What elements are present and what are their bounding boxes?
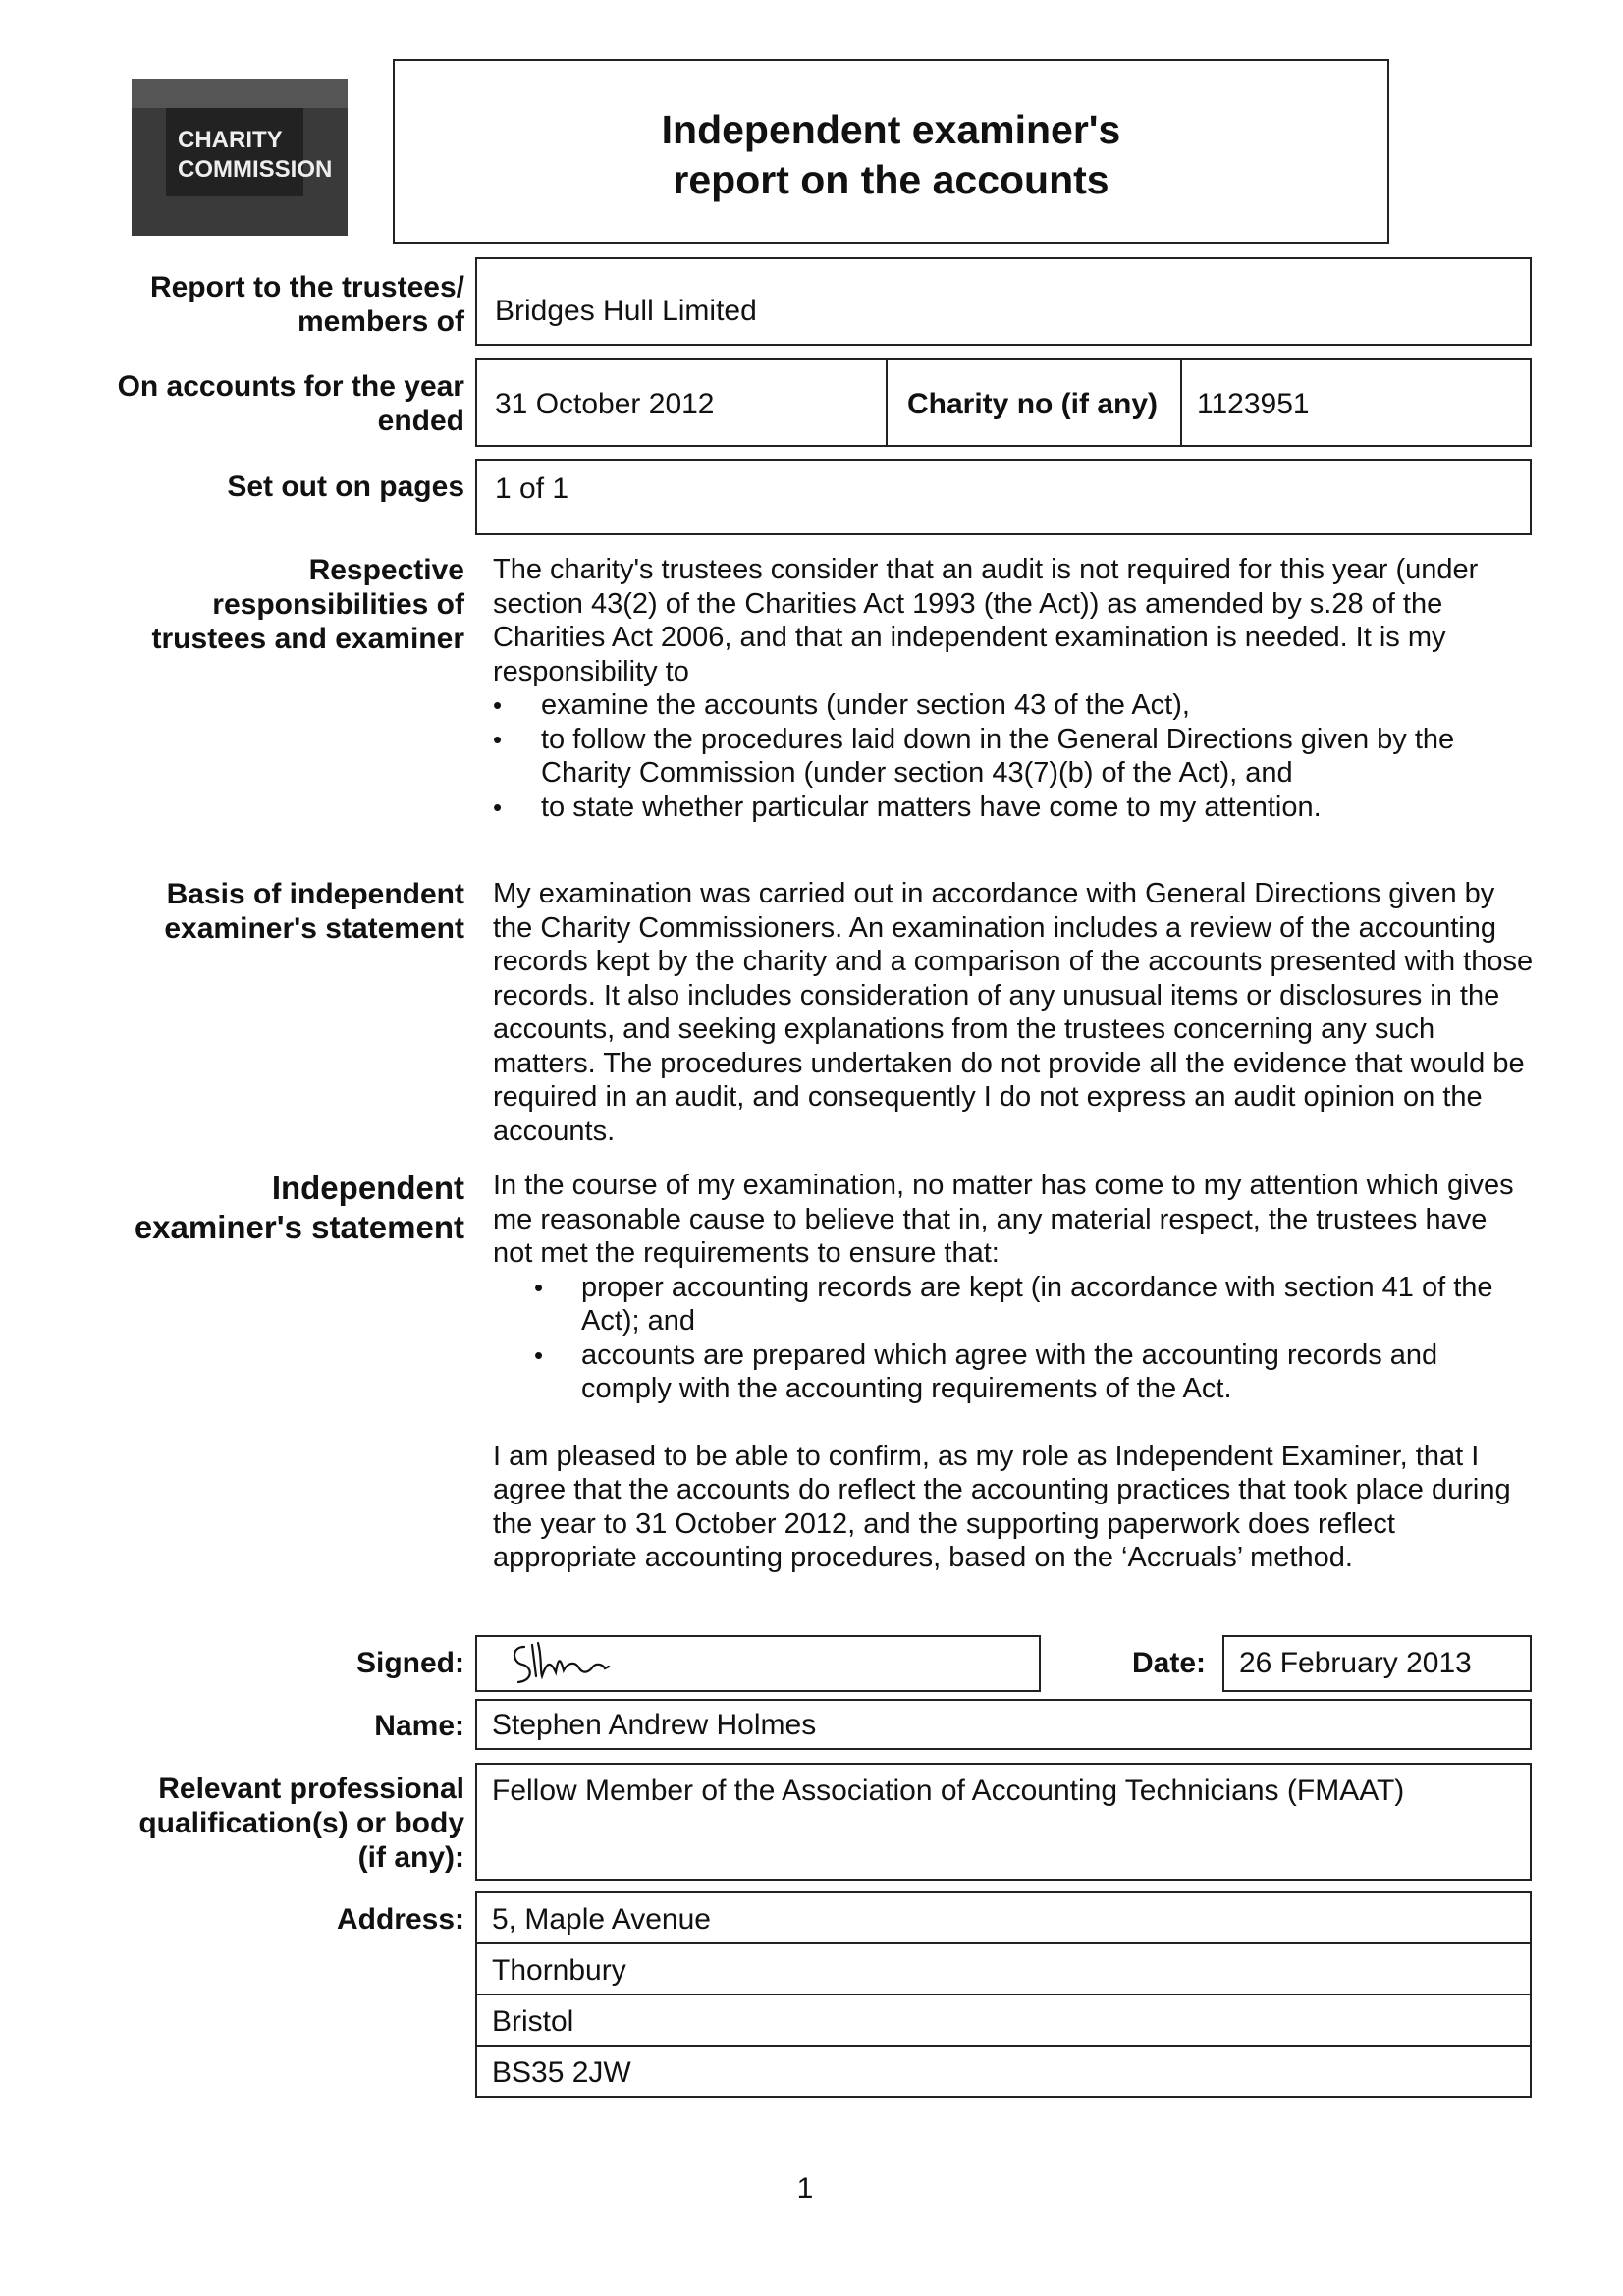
address-line-2-field bbox=[475, 1942, 1532, 1995]
title-line2: report on the accounts bbox=[673, 157, 1109, 202]
responsibilities-intro: The charity's trustees consider that an audit is not required for this year (under section 43(2) of the Charities Act 1993 (the Act)) as amended by s.28 of the Charities Act 2006, and that an independent examination is needed. It is my responsibility to bbox=[493, 554, 1479, 687]
year-ended-label: On accounts for the year ended bbox=[117, 370, 464, 437]
report-to-field bbox=[475, 257, 1532, 346]
statement-label: Independent examiner's statement bbox=[134, 1170, 464, 1245]
signature-image bbox=[507, 1637, 703, 1690]
date-label: Date: bbox=[1131, 1647, 1206, 1679]
statement-intro: In the course of my examination, no matter has come to my attention which gives me reasonable cause to believe that in, any material respect, the trustees have not met the requirements to ensure that: bbox=[493, 1170, 1514, 1269]
charity-no-value: 1123951 bbox=[1197, 388, 1310, 420]
address-line-1: 5, Maple Avenue bbox=[492, 1903, 711, 1936]
date-field bbox=[1222, 1635, 1532, 1692]
pages-value: 1 of 1 bbox=[495, 472, 569, 505]
qualification-label: Relevant professional qualification(s) or body (if any): bbox=[138, 1773, 464, 1874]
list-item: • to state whether particular matters have come to my attention. bbox=[493, 791, 1534, 825]
name-label: Name: bbox=[374, 1710, 464, 1742]
page-title bbox=[393, 105, 1389, 205]
address-line-4: BS35 2JW bbox=[492, 2056, 631, 2089]
year-ended-value: 31 October 2012 bbox=[495, 388, 715, 420]
basis-label: Basis of independent examiner's statement bbox=[164, 878, 464, 945]
statement-text bbox=[493, 1169, 1534, 1575]
report-to-label: Report to the trustees/ members of bbox=[149, 271, 464, 338]
address-line-4-field bbox=[475, 2045, 1532, 2098]
statement-confirmation: I am pleased to be able to confirm, as my role as Independent Examiner, that I agree that the accounts do reflect the accounting practices that took place during the year to 31 October 2012, and the supporting paperwork does reflect appropriate accounting procedures, based on the ‘Accruals’ method. bbox=[493, 1440, 1511, 1573]
charity-commission-logo bbox=[132, 79, 348, 236]
page-number: 1 bbox=[796, 2172, 814, 2205]
qualification-field bbox=[475, 1763, 1532, 1881]
charity-no-label-box bbox=[888, 358, 1180, 447]
address-line-3: Bristol bbox=[492, 2005, 574, 2038]
signed-label: Signed: bbox=[356, 1647, 464, 1679]
list-item: • to follow the procedures laid down in the General Directions given by the Charity Commission (under section 43(7)(b) of the Act), and bbox=[493, 723, 1534, 791]
statement-list bbox=[493, 1271, 1534, 1406]
responsibilities-list bbox=[493, 688, 1534, 824]
title-line1: Independent examiner's bbox=[661, 107, 1121, 152]
address-label: Address: bbox=[336, 1903, 464, 1936]
pages-label: Set out on pages bbox=[227, 470, 464, 503]
year-ended-field bbox=[475, 358, 888, 447]
report-to-value: Bridges Hull Limited bbox=[495, 295, 757, 327]
list-item: • proper accounting records are kept (in accordance with section 41 of the Act); and bbox=[493, 1271, 1534, 1339]
pages-field bbox=[475, 459, 1532, 535]
name-value: Stephen Andrew Holmes bbox=[492, 1709, 817, 1741]
signature-field bbox=[475, 1635, 1041, 1692]
charity-no-field bbox=[1180, 358, 1532, 447]
list-item: • examine the accounts (under section 43 of the Act), bbox=[493, 688, 1534, 723]
name-field bbox=[475, 1699, 1532, 1750]
address-line-1-field bbox=[475, 1891, 1532, 1944]
list-item: • accounts are prepared which agree with the accounting records and comply with the accounting requirements of the Act. bbox=[493, 1339, 1534, 1406]
responsibilities-text bbox=[493, 553, 1534, 824]
address-line-3-field bbox=[475, 1994, 1532, 2047]
qualification-value: Fellow Member of the Association of Accounting Technicians (FMAAT) bbox=[492, 1775, 1405, 1807]
date-value: 26 February 2013 bbox=[1239, 1647, 1472, 1679]
charity-no-label: Charity no (if any) bbox=[907, 388, 1159, 420]
address-line-2: Thornbury bbox=[492, 1954, 626, 1987]
logo-line2: COMMISSION bbox=[178, 156, 333, 183]
basis-text: My examination was carried out in accordance with General Directions given by the Charity Commissioners. An examination includes a review of the accounting records kept by the charity and a comparison of the accounts presented with those records. It also includes consideration of any unusual items or disclosures in the accounts, and seeking explanations from the trustees concerning any such matters. The procedures undertaken do not provide all the evidence that would be required in an audit, and consequently I do not express an audit opinion on the accounts. bbox=[493, 878, 1534, 1147]
logo-line1: CHARITY bbox=[178, 127, 283, 153]
responsibilities-label: Respective responsibilities of trustees and examiner bbox=[151, 554, 464, 655]
